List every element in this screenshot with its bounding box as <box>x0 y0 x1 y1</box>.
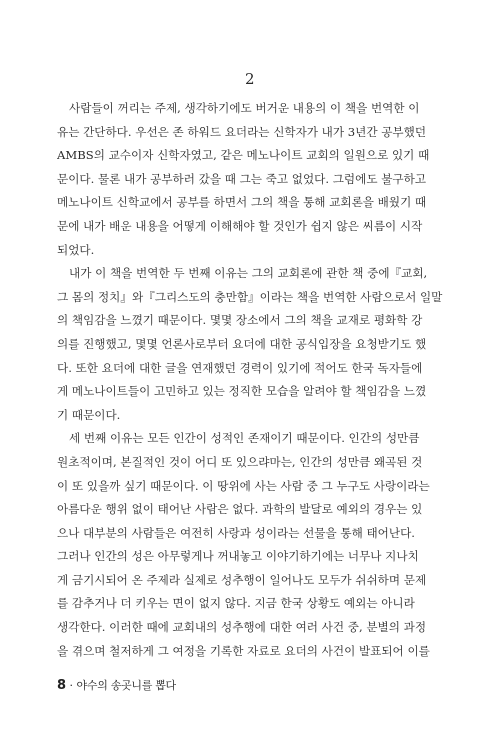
text-line: 그 몸의 정치』와『그리스도의 충만함』이라는 책을 번역한 사람으로서 일말 <box>57 289 443 304</box>
text-line: 의 책임감을 느꼈기 때문이다. 몇몇 장소에서 그의 책을 교재로 평화학 강 <box>57 313 423 328</box>
running-title: 야수의 송곳니를 뽑다 <box>76 679 176 692</box>
text-line: 원초적이며, 본질적인 것이 어디 또 있으랴마는, 인간의 성만큼 왜곡된 것 <box>57 454 423 469</box>
body-text <box>57 97 452 663</box>
text-line: 으나 대부분의 사람들은 여전히 사랑과 성이라는 선물을 통해 태어난다. <box>57 525 415 540</box>
text-line: 이 또 있을까 싶기 때문이다. 이 땅위에 사는 사람 중 그 누구도 사랑이라는 <box>57 478 430 493</box>
text-line: 내가 이 책을 번역한 두 번째 이유는 그의 교회론에 관한 책 중에『교회, <box>69 266 428 281</box>
text-line: 게 금기시되어 온 주제라 실제로 성추행이 일어나도 모두가 쉬쉬하며 문제 <box>57 572 427 587</box>
text-line: 문에 내가 배운 내용을 어떻게 이해해야 할 것인가 쉽지 않은 씨름이 시작 <box>57 218 423 233</box>
text-line: 유는 간단하다. 우선은 존 하워드 요더라는 신학자가 내가 3년간 공부했던 <box>57 124 427 139</box>
text-line: 기 때문이다. <box>57 407 121 422</box>
text-line: 의를 진행했고, 몇몇 언론사로부터 요더에 대한 공식입장을 요청받기도 했 <box>57 336 427 351</box>
text-line: 게 메노나이트들이 고민하고 있는 정직한 모습을 알려야 할 책임감을 느꼈 <box>57 384 427 399</box>
text-line: 사람들이 꺼리는 주제, 생각하기에도 버거운 내용의 이 책을 번역한 이 <box>69 101 420 115</box>
text-line: 아름다운 행위 없이 태어난 사람은 없다. 과학의 발달로 예외의 경우는 있 <box>57 502 423 517</box>
text-line: 되었다. <box>57 242 95 257</box>
text-line: 세 번째 이유는 모든 인간이 성적인 존재이기 때문이다. 인간의 성만큼 <box>69 431 420 446</box>
section-number: 2 <box>244 70 256 88</box>
text-line: 그러나 인간의 성은 아무렇게나 꺼내놓고 이야기하기에는 너무나 지나치 <box>57 549 419 564</box>
page-footer <box>57 677 176 693</box>
text-line: 메노나이트 신학교에서 공부를 하면서 그의 책을 통해 교회론을 배웠기 때 <box>57 195 427 210</box>
text-line: 다. 또한 요더에 대한 글을 연재했던 경력이 있기에 적어도 한국 독자들에 <box>57 360 423 375</box>
text-line: 를 감추거나 더 키우는 면이 없지 않다. 지금 한국 상황도 예외는 아니라 <box>57 596 415 611</box>
page-number: 8 <box>57 678 67 693</box>
text-line: 문이다. 물론 내가 공부하러 갔을 때 그는 죽고 없었다. 그럼에도 불구하고 <box>57 171 427 186</box>
text-line: AMBS의 교수이자 신학자였고, 같은 메노나이트 교회의 일원으로 있기 때 <box>57 148 430 163</box>
footer-separator: · <box>66 679 77 692</box>
text-line: 생각한다. 이러한 때에 교회내의 성추행에 대한 여러 사건 중, 분별의 과정 <box>57 620 427 635</box>
text-line: 을 겪으며 철저하게 그 여정을 기록한 자료로 요더의 사건이 발표되어 이를 <box>57 643 430 658</box>
